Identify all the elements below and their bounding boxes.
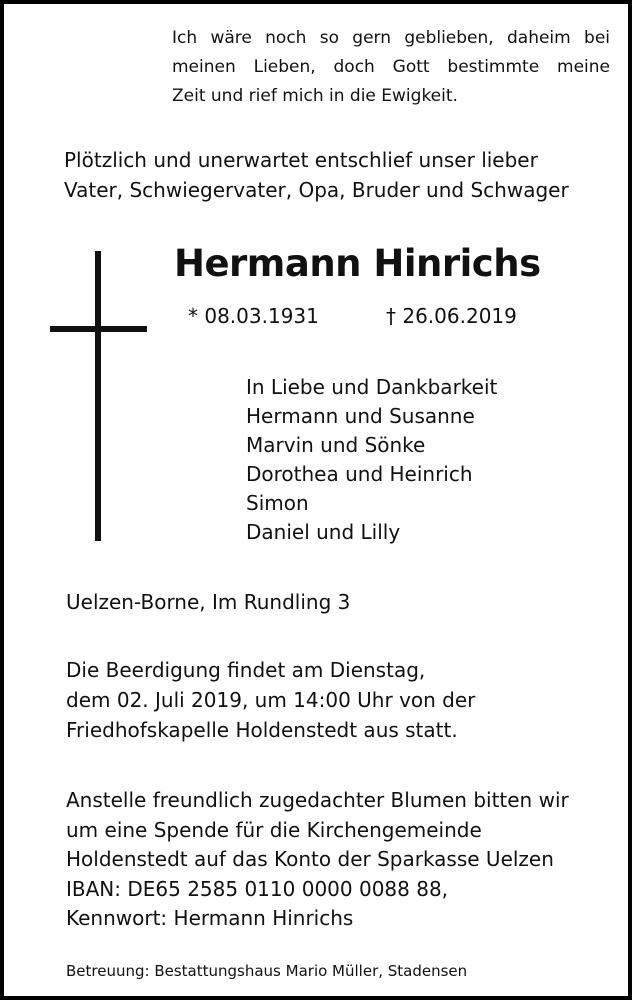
intro-text [64,145,569,205]
death-date: † 26.06.2019 [386,304,517,328]
address: Uelzen-Borne, Im Rundling 3 [66,590,351,614]
donation-line: Anstelle freundlich zugedachter Blumen bitten wir [66,788,569,812]
family-signature [246,373,497,547]
intro-line: Plötzlich und unerwartet entschlief unser lieber [64,148,538,172]
donation-info [66,786,569,934]
donation-line: Holdenstedt auf das Konto der Sparkasse Uelzen [66,847,554,871]
poem-line: Zeit und rief mich in die Ewigkeit. [172,86,458,106]
funeral-info [66,655,475,745]
deceased-name: Hermann Hinrichs [174,242,541,285]
poem-line: Ich wäre noch so gern geblieben, daheim bei [172,28,610,48]
family-line: In Liebe und Dankbarkeit [246,375,498,399]
undertaker-credit: Betreuung: Bestattungshaus Mario Müller, Stadensen [66,962,468,980]
funeral-line: Die Beerdigung findet am Dienstag, [66,658,426,682]
poem-line: meinen Lieben, doch Gott bestimmte meine [172,57,610,77]
cross-icon-bar [50,326,147,332]
intro-line: Vater, Schwiegervater, Opa, Bruder und Schwager [64,178,569,202]
donation-line: Kennwort: Hermann Hinrichs [66,906,354,930]
family-line: Hermann und Susanne [246,404,475,428]
family-line: Daniel und Lilly [246,520,401,544]
family-line: Simon [246,491,309,515]
funeral-line: dem 02. Juli 2019, um 14:00 Uhr von der [66,688,476,712]
donation-line: IBAN: DE65 2585 0110 0000 0088 88, [66,876,449,901]
poem [172,24,610,111]
funeral-line: Friedhofskapelle Holdenstedt aus statt. [66,718,458,742]
cross-icon [95,251,101,541]
family-line: Dorothea und Heinrich [246,462,473,486]
birth-date: * 08.03.1931 [188,304,319,328]
donation-line: um eine Spende für die Kirchengemeinde [66,817,482,842]
family-line: Marvin und Sönke [246,433,426,457]
